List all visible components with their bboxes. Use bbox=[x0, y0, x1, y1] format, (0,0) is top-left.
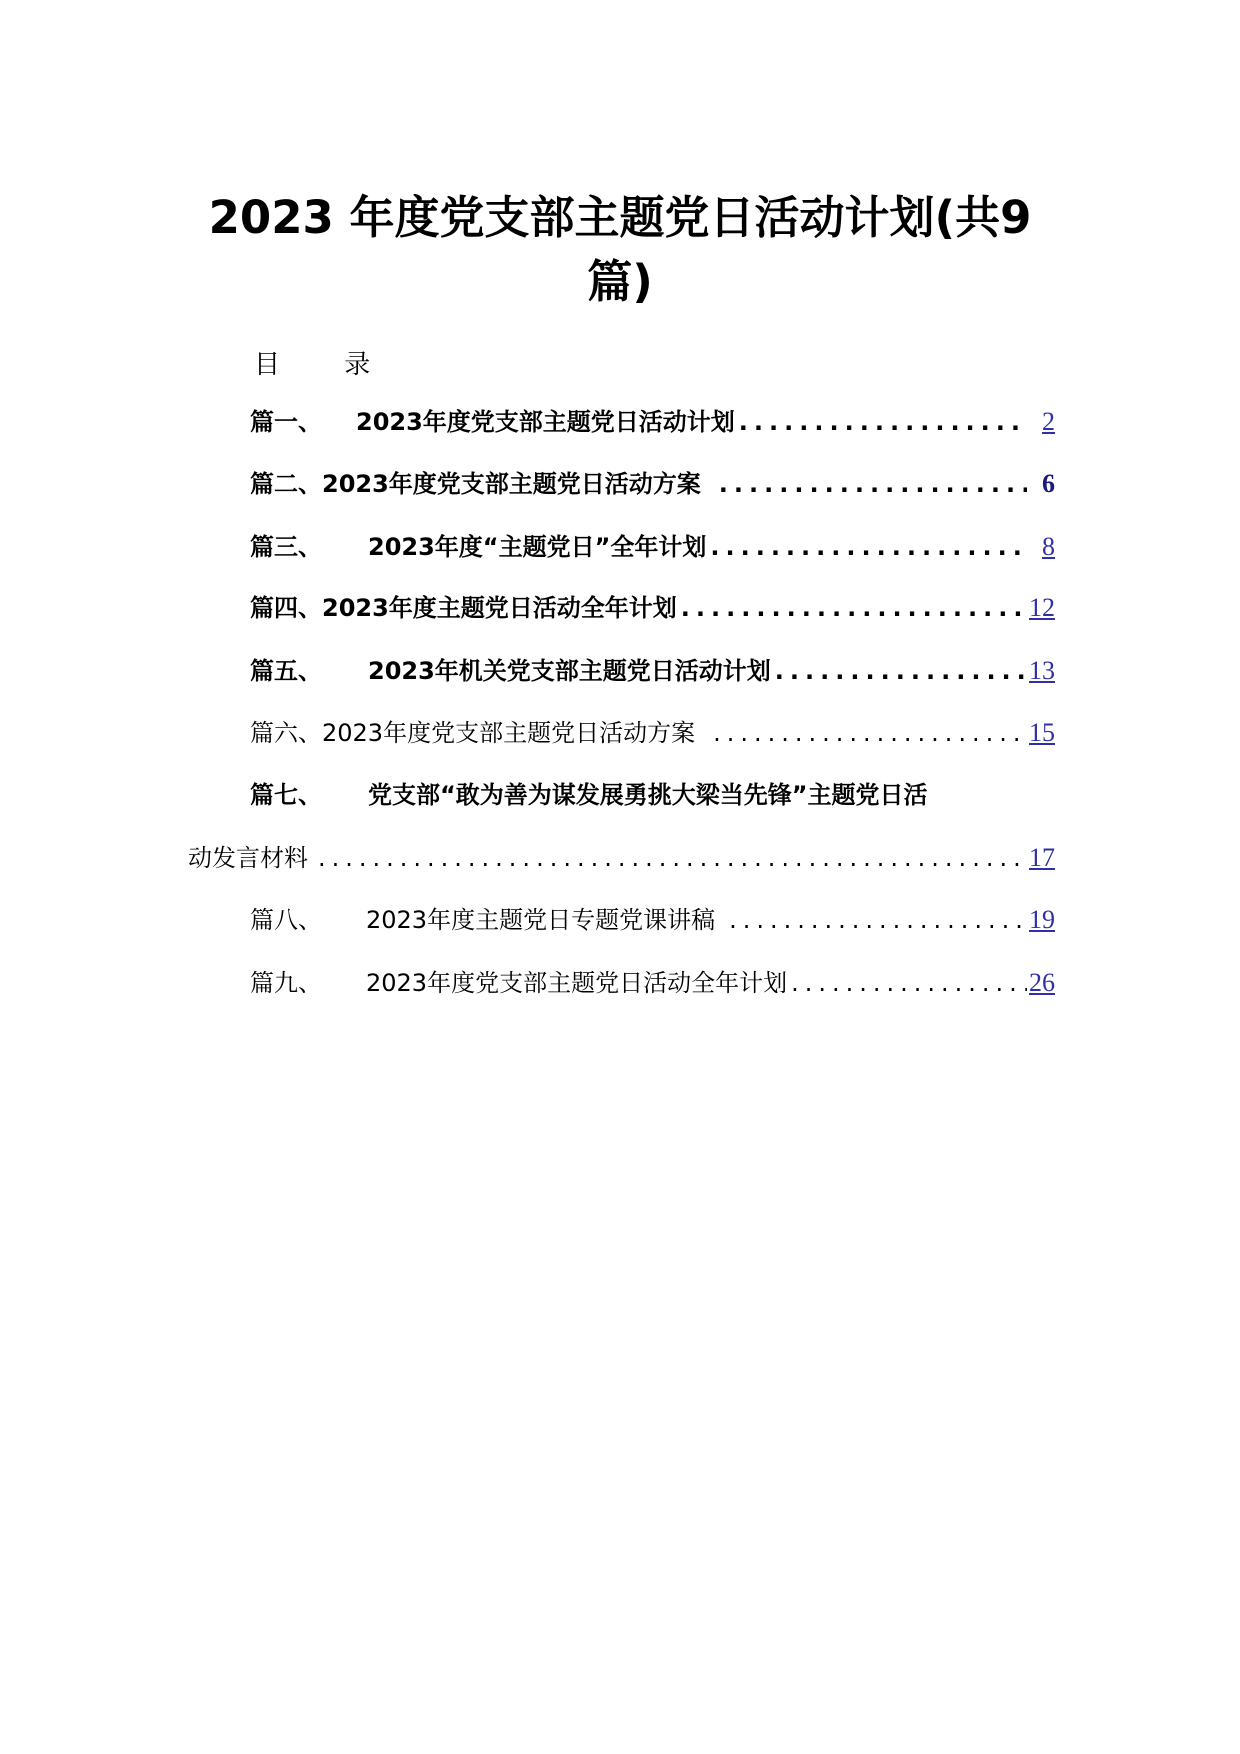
toc-item-label: 篇七、 bbox=[250, 781, 322, 809]
toc-page-link[interactable]: 8 bbox=[1042, 532, 1055, 561]
dot-leader bbox=[695, 713, 1027, 753]
toc-item-6[interactable] bbox=[250, 713, 1055, 753]
toc-page-link[interactable]: 12 bbox=[1029, 593, 1055, 622]
dot-leader bbox=[701, 464, 1027, 504]
toc-item-5[interactable] bbox=[250, 651, 1055, 691]
toc-item-text-continued: 动发言材料 bbox=[188, 844, 308, 872]
toc-page-link[interactable]: 13 bbox=[1029, 656, 1055, 685]
dot-leader bbox=[787, 963, 1027, 1003]
dot-leader bbox=[715, 900, 1027, 940]
toc-item-label: 篇四、 bbox=[250, 594, 322, 622]
dot-leader bbox=[677, 588, 1027, 628]
toc-item-text: 2023年度党支部主题党日活动计划 bbox=[356, 408, 735, 436]
toc-item-label: 篇九、 bbox=[250, 969, 322, 997]
dot-leader bbox=[771, 651, 1027, 691]
toc-page-link[interactable]: 19 bbox=[1029, 905, 1055, 934]
toc-item-1[interactable] bbox=[250, 402, 1055, 442]
toc-item-label: 篇二、 bbox=[250, 470, 322, 498]
toc-item-text: 2023年度主题党日活动全年计划 bbox=[322, 594, 677, 622]
toc-item-label: 篇五、 bbox=[250, 657, 322, 685]
toc-item-label: 篇三、 bbox=[250, 533, 322, 561]
toc-item-text: 2023年度主题党日专题党课讲稿 bbox=[366, 906, 716, 934]
toc-item-7[interactable] bbox=[250, 775, 1055, 815]
toc-item-4[interactable] bbox=[250, 588, 1055, 628]
toc-page-link[interactable]: 17 bbox=[1029, 843, 1055, 872]
toc-page-link[interactable]: 2 bbox=[1042, 407, 1055, 436]
toc-item-label: 篇八、 bbox=[250, 906, 322, 934]
toc-page-link[interactable]: 6 bbox=[1042, 469, 1055, 498]
toc-page-link[interactable]: 15 bbox=[1029, 718, 1055, 747]
dot-leader bbox=[308, 838, 1029, 878]
toc-item-text: 2023年度“主题党日”全年计划 bbox=[368, 533, 707, 561]
toc-item-8[interactable] bbox=[250, 900, 1055, 940]
toc-item-9[interactable] bbox=[250, 963, 1055, 1003]
toc-page-link[interactable]: 26 bbox=[1029, 968, 1055, 997]
toc-item-text: 2023年度党支部主题党日活动全年计划 bbox=[366, 969, 788, 997]
toc-item-text: 2023年度党支部主题党日活动方案 bbox=[322, 719, 696, 747]
toc-heading: 目 录 bbox=[254, 350, 399, 380]
toc-item-text: 党支部“敢为善为谋发展勇挑大梁当先锋”主题党日活 bbox=[368, 781, 928, 809]
toc-item-label: 篇六、 bbox=[250, 719, 322, 747]
toc-item-7-continuation[interactable] bbox=[188, 838, 1055, 878]
document-title: 2023 年度党支部主题党日活动计划(共9篇) bbox=[208, 191, 1032, 308]
toc-item-text: 2023年度党支部主题党日活动方案 bbox=[322, 470, 701, 498]
dot-leader bbox=[735, 402, 1027, 442]
toc-item-text: 2023年机关党支部主题党日活动计划 bbox=[368, 657, 771, 685]
toc-item-2[interactable] bbox=[250, 464, 1055, 504]
toc-item-label: 篇一、 bbox=[250, 408, 322, 436]
toc-item-3[interactable] bbox=[250, 527, 1055, 567]
dot-leader bbox=[706, 527, 1027, 567]
